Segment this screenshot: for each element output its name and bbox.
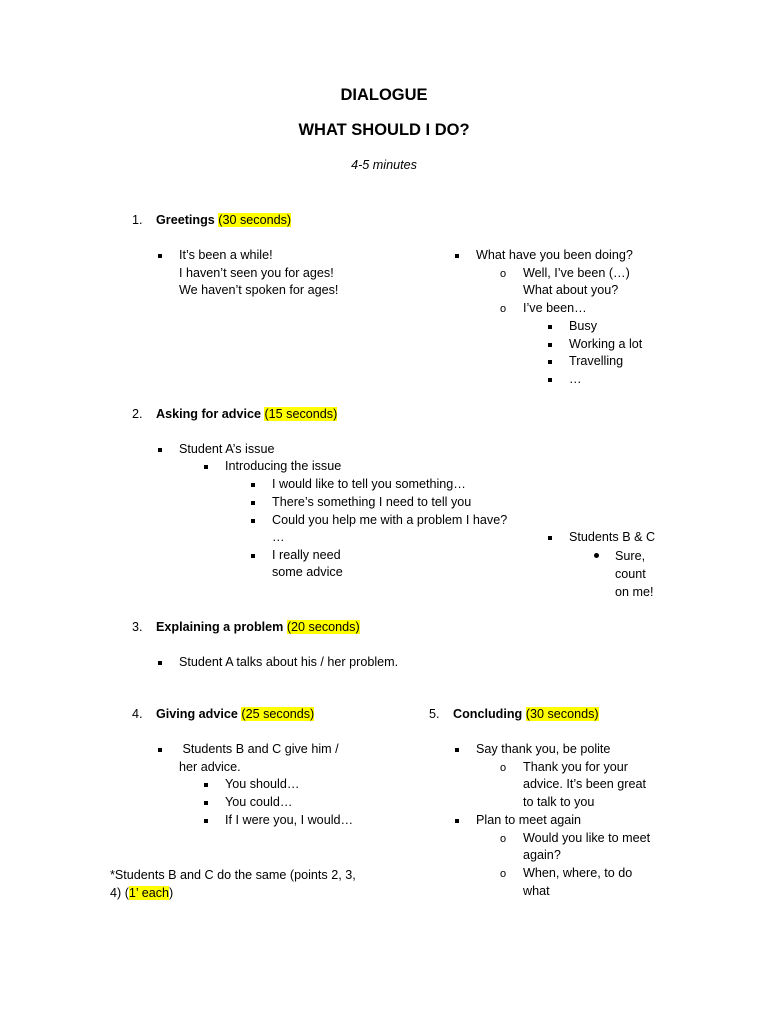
square-bullet-icon: [455, 254, 459, 258]
footnote-line: [110, 885, 173, 903]
thank-sub-line: to talk to you: [523, 795, 595, 809]
square-bullet-icon: [548, 343, 552, 347]
section-heading-greetings: [156, 212, 291, 230]
footnote-text: ): [169, 886, 174, 900]
section-number-1: 1.: [132, 213, 143, 227]
square-bullet-icon: [455, 748, 459, 752]
square-bullet-icon: [251, 483, 255, 487]
page-title: DIALOGUE: [340, 86, 428, 104]
section-title: Explaining a problem: [156, 620, 284, 634]
square-bullet-icon: [204, 801, 208, 805]
section-title: Concluding: [453, 707, 523, 721]
footnote-highlight: 1’ each: [128, 886, 170, 900]
square-bullet-icon: [251, 554, 255, 558]
section-heading-concluding: [453, 706, 599, 724]
square-bullet-icon: [251, 501, 255, 505]
circle-bullet-icon: o: [500, 868, 507, 880]
square-bullet-icon: [455, 819, 459, 823]
section-heading-advice: [156, 406, 337, 424]
giving-line: Students B and C give him /: [179, 742, 339, 756]
section-time: (20 seconds): [286, 620, 360, 634]
section-time: (30 seconds): [218, 213, 292, 227]
answer-line: I’ve been…: [523, 301, 587, 315]
greeting-line: I haven’t seen you for ages!: [179, 266, 334, 280]
explaining-item: Student A talks about his / her problem.: [179, 655, 399, 669]
greeting-line: It’s been a while!: [179, 248, 273, 262]
list-item: Travelling: [569, 354, 624, 368]
section-number-2: 2.: [132, 407, 143, 421]
square-bullet-icon: [548, 360, 552, 364]
section-heading-giving: [156, 706, 314, 724]
page-subtitle: WHAT SHOULD I DO?: [298, 121, 470, 139]
section-number-5: 5.: [429, 707, 440, 721]
square-bullet-icon: [204, 819, 208, 823]
thank-text: Say thank you, be polite: [476, 742, 611, 756]
answer-line: Well, I’ve been (…): [523, 266, 630, 280]
square-bullet-icon: [158, 254, 162, 258]
advice-item: You should…: [225, 777, 300, 791]
giving-line: her advice.: [179, 760, 241, 774]
square-bullet-icon: [548, 378, 552, 382]
list-item: Working a lot: [569, 337, 643, 351]
circle-bullet-icon: o: [500, 833, 507, 845]
plan-sub-line: what: [523, 884, 550, 898]
need-line: I really need: [272, 548, 341, 562]
square-bullet-icon: [251, 519, 255, 523]
advice-item: You could…: [225, 795, 293, 809]
footnote-text: 4) (: [110, 886, 129, 900]
reply-line: on me!: [615, 585, 654, 599]
circle-bullet-icon: o: [500, 762, 507, 774]
introducing-text: Introducing the issue: [225, 459, 342, 473]
square-bullet-icon: [158, 748, 162, 752]
advice-item: If I were you, I would…: [225, 813, 354, 827]
square-bullet-icon: [204, 783, 208, 787]
circle-bullet-icon: o: [500, 303, 507, 315]
plan-text: Plan to meet again: [476, 813, 582, 827]
phrase-item: …: [272, 530, 285, 544]
list-item: Busy: [569, 319, 597, 333]
section-number-3: 3.: [132, 620, 143, 634]
section-time: (30 seconds): [525, 707, 599, 721]
square-bullet-icon: [548, 325, 552, 329]
phrase-item: I would like to tell you something…: [272, 477, 466, 491]
issue-text: Student A’s issue: [179, 442, 275, 456]
students-bc-text: Students B & C: [569, 530, 656, 544]
plan-sub-line: again?: [523, 848, 561, 862]
plan-sub-line: Would you like to meet: [523, 831, 651, 845]
answer-line: What about you?: [523, 283, 619, 297]
reply-line: Sure,: [615, 549, 646, 563]
plan-sub-line: When, where, to do: [523, 866, 633, 880]
footnote-line: *Students B and C do the same (points 2, 3,: [110, 868, 356, 882]
reply-line: count: [615, 567, 646, 581]
thank-sub-line: Thank you for your: [523, 760, 628, 774]
section-title: Giving advice: [156, 707, 238, 721]
phrase-item: There’s something I need to tell you: [272, 495, 472, 509]
section-number-4: 4.: [132, 707, 143, 721]
round-bullet-icon: [594, 553, 599, 558]
section-time: (15 seconds): [264, 407, 338, 421]
greeting-line: We haven’t spoken for ages!: [179, 283, 339, 297]
square-bullet-icon: [548, 536, 552, 540]
need-line: some advice: [272, 565, 343, 579]
square-bullet-icon: [204, 465, 208, 469]
phrase-item: Could you help me with a problem I have?: [272, 513, 508, 527]
square-bullet-icon: [158, 448, 162, 452]
question-text: What have you been doing?: [476, 248, 633, 262]
section-time: (25 seconds): [241, 707, 315, 721]
thank-sub-line: advice. It’s been great: [523, 777, 646, 791]
circle-bullet-icon: o: [500, 268, 507, 280]
section-title: Greetings: [156, 213, 215, 227]
duration-text: 4-5 minutes: [351, 158, 417, 172]
section-title: Asking for advice: [156, 407, 261, 421]
section-heading-explaining: [156, 619, 360, 637]
list-item: …: [569, 372, 582, 386]
square-bullet-icon: [158, 661, 162, 665]
